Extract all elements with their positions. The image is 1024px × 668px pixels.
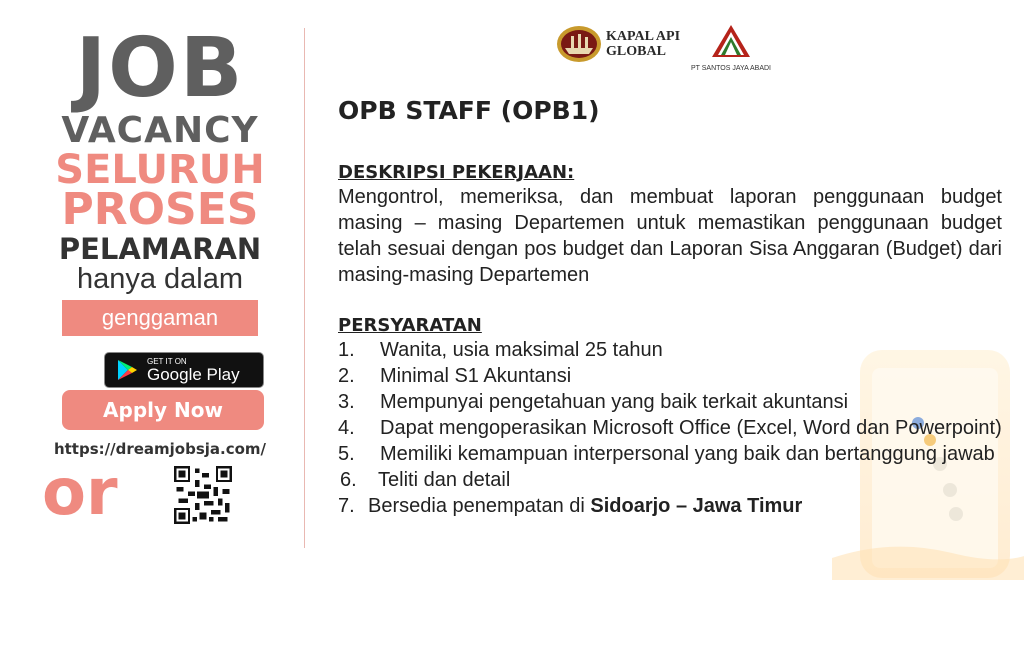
list-item: 3. Mempunyai pengetahuan yang baik terkait akuntansi — [338, 391, 849, 413]
genggaman-banner: genggaman — [62, 300, 258, 336]
santos-triangle-icon — [711, 24, 751, 58]
santos-jaya-abadi-logo — [686, 24, 776, 72]
hanya-dalam-text: hanya dalam — [76, 263, 244, 295]
or-text: or — [42, 456, 118, 530]
santos-label: PT SANTOS JAYA ABADI — [690, 65, 771, 72]
promo-column — [40, 21, 280, 336]
column-divider — [304, 28, 305, 548]
qr-code-icon[interactable] — [172, 466, 234, 524]
google-play-badge[interactable] — [104, 352, 264, 388]
placement-location: Sidoarjo – Jawa Timur — [590, 495, 803, 517]
job-description: Mengontrol, memeriksa, dan membuat laporan penggunaan budget masing – masing Departemen untuk memastikan penggunaan budget telah sesuai dengan pos budget dan Laporan Sisa Anggaran (Budget) dari masing-masing Departemen — [338, 186, 1002, 286]
job-content — [338, 96, 1002, 519]
kapal-api-logo — [556, 22, 696, 66]
pelamaran-text: PELAMARAN — [58, 232, 262, 266]
vacancy-heading: VACANCY — [61, 110, 259, 151]
placement-text: Bersedia penempatan di — [368, 495, 591, 517]
list-item: 2. Minimal S1 Akuntansi — [338, 365, 572, 387]
google-play-icon — [115, 358, 139, 382]
kapal-api-line2: GLOBAL — [606, 44, 666, 59]
list-item: 7. Bersedia penempatan di Sidoarjo – Jawa Timur — [338, 495, 803, 517]
job-heading: JOB — [75, 21, 245, 116]
list-item: 1. Wanita, usia maksimal 25 tahun — [338, 339, 663, 361]
list-item: 4. Dapat mengoperasikan Microsoft Office (Excel, Word dan Powerpoint) — [338, 417, 1002, 439]
requirements-heading: PERSYARATAN — [338, 315, 482, 336]
kapal-api-line1: KAPAL API — [606, 29, 681, 44]
job-title: OPB STAFF (OPB1) — [338, 96, 600, 125]
ship-icon — [556, 24, 602, 64]
apply-now-button[interactable]: Apply Now — [62, 390, 264, 430]
google-play-text: Google Play — [147, 364, 240, 384]
get-it-on-text: GET IT ON — [147, 356, 187, 366]
website-link[interactable]: https://dreamjobsja.com/ — [53, 440, 267, 458]
seluruh-text: SELURUH — [55, 147, 265, 193]
requirements-list — [338, 337, 1002, 519]
list-item: 6. Teliti dan detail — [340, 469, 511, 491]
description-heading: DESKRIPSI PEKERJAAN: — [338, 162, 575, 183]
bottom-margin — [0, 580, 1024, 668]
proses-text: PROSES — [61, 184, 259, 235]
list-item: 5. Memiliki kemampuan interpersonal yang baik dan bertanggung jawab — [338, 443, 995, 465]
